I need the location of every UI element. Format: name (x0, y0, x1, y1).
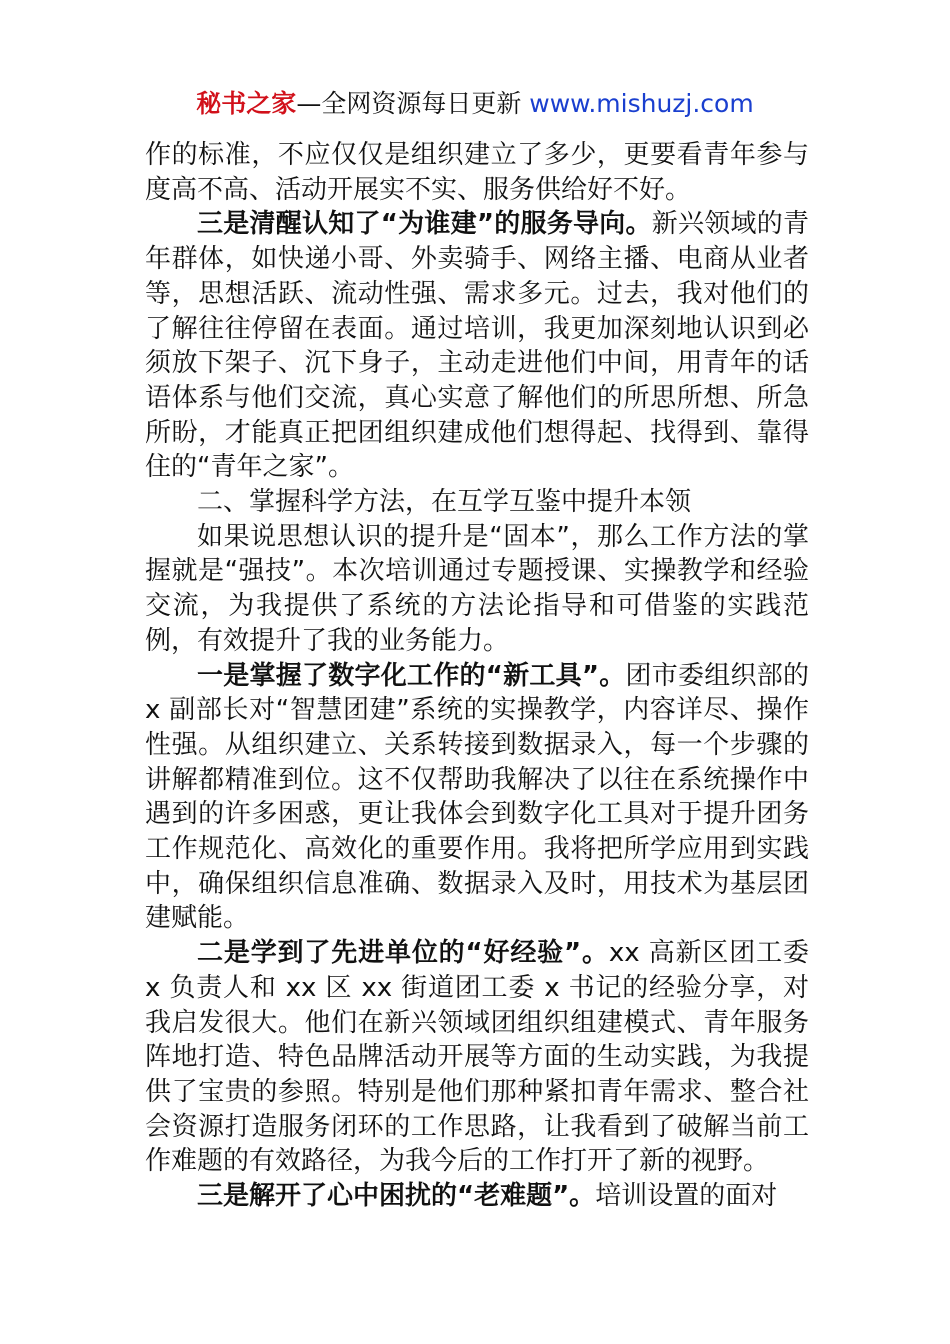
paragraph-text: 培训设置的面对 (595, 1181, 778, 1212)
section-heading (145, 485, 809, 520)
site-url-link[interactable]: www.mishuzj.com (529, 89, 754, 118)
paragraph (145, 936, 809, 1179)
paragraph-text: 如果说思想认识的提升是“固本”，那么工作方法的掌握就是“强技”。本次培训通过专题授课、实操教学和经验交流，为我提供了系统的方法论指导和可借鉴的实践范例，有效提升了我的业务能力。 (145, 521, 809, 656)
document-body (145, 138, 809, 1214)
paragraph-lead: 三是解开了心中困扰的“老难题”。 (197, 1181, 596, 1212)
paragraph-text: 团市委组织部的 x 副部长对“智慧团建”系统的实操教学，内容详尽、操作性强。从组织建立、关系转接到数据录入，每一个步骤的讲解都精准到位。这不仅帮助我解决了以往在系统操作中遇到的许多困惑，更让我体会到数字化工具对于提升团务工作规范化、高效化的重要作用。我将把所学应用到实践中，确保组织信息准确、数据录入及时，用技术为基层团建赋能。 (145, 660, 809, 934)
paragraph-text: 二、掌握科学方法，在互学互鉴中提升本领 (197, 487, 692, 518)
paragraph (145, 207, 809, 485)
page-header (0, 86, 950, 122)
site-slogan: —全网资源每日更新 (296, 89, 522, 118)
paragraph (145, 138, 809, 207)
paragraph-text: 作的标准，不应仅仅是组织建立了多少，更要看青年参与度高不高、活动开展实不实、服务供给好不好。 (145, 140, 809, 205)
site-brand: 秘书之家 (196, 89, 297, 118)
paragraph (145, 659, 809, 937)
paragraph-lead: 一是掌握了数字化工作的“新工具”。 (197, 660, 626, 691)
paragraph-lead: 二是学到了先进单位的“好经验”。 (197, 938, 609, 969)
paragraph (145, 1179, 809, 1214)
paragraph-lead: 三是清醒认知了“为谁建”的服务导向。 (197, 209, 652, 240)
paragraph (145, 520, 809, 659)
paragraph-text: xx 高新区团工委 x 负责人和 xx 区 xx 街道团工委 x 书记的经验分享，对我启发很大。他们在新兴领域团组织组建模式、青年服务阵地打造、特色品牌活动开展等方面的生动实践，为我提供了宝贵的参照。特别是他们那种紧扣青年需求、整合社会资源打造服务闭环的工作思路，让我看到了破解当前工作难题的有效路径，为我今后的工作打开了新的视野。 (145, 938, 809, 1177)
paragraph-text: 新兴领域的青年群体，如快递小哥、外卖骑手、网络主播、电商从业者等，思想活跃、流动性强、需求多元。过去，我对他们的了解往往停留在表面。通过培训，我更加深刻地认识到必须放下架子、沉下身子，主动走进他们中间，用青年的话语体系与他们交流，真心实意了解他们的所思所想、所急所盼，才能真正把团组织建成他们想得起、找得到、靠得住的“青年之家”。 (145, 209, 809, 483)
